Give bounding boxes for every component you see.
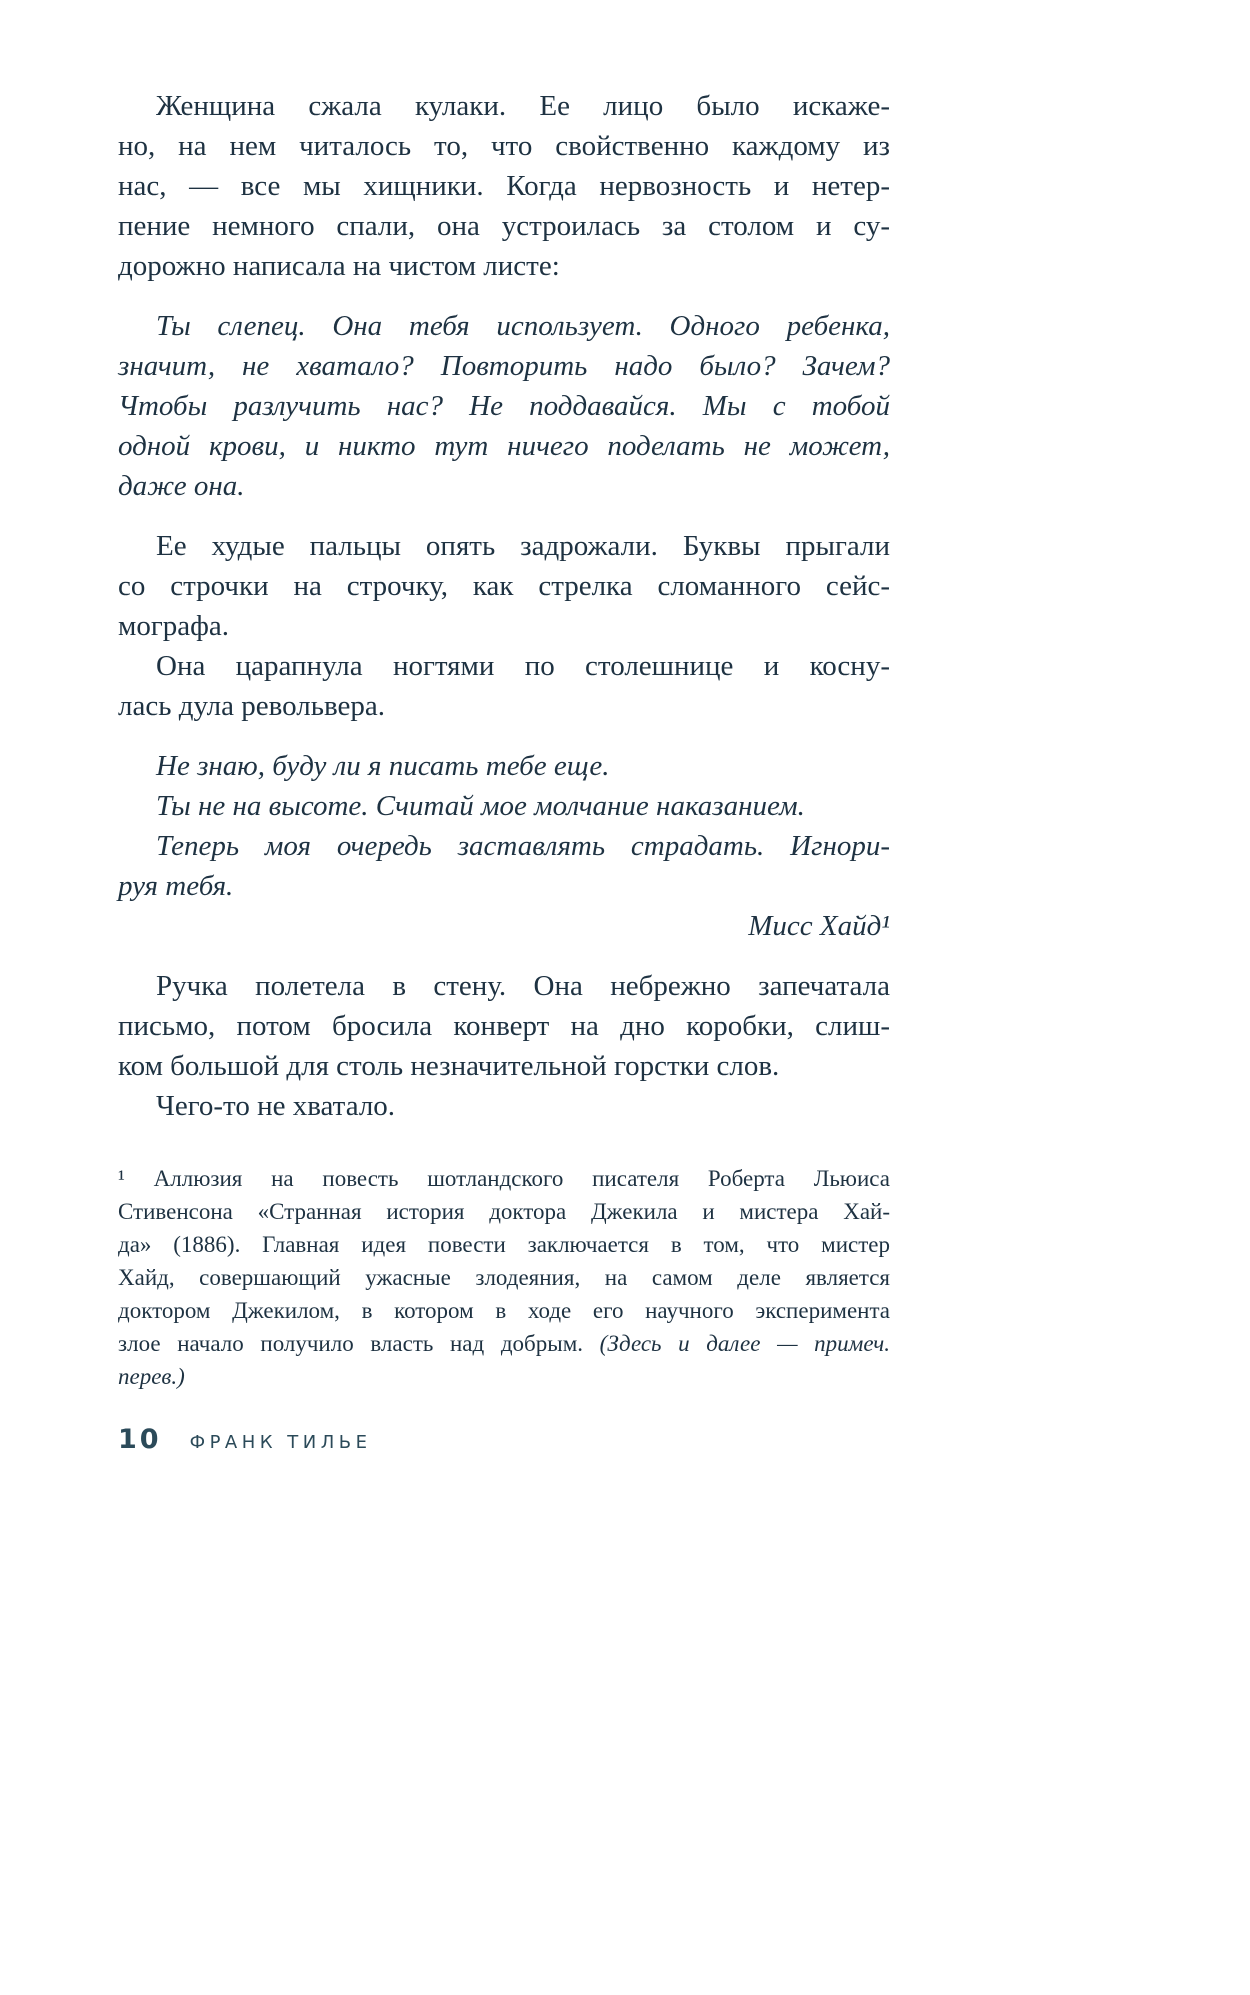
paragraph-4 — [118, 966, 890, 1086]
text-line: мографа. — [118, 610, 230, 642]
text-line — [118, 1360, 890, 1393]
running-title: ФРАНК ТИЛЬЕ — [189, 1432, 372, 1453]
text-segment: злое начало получило власть над добрым. — [118, 1331, 600, 1356]
paragraph-5 — [118, 1086, 890, 1126]
text-line: Ручка полетела в стену. Она небрежно запечатала — [156, 970, 890, 1002]
text-line: Мисс Хайд¹ — [748, 910, 890, 942]
italic-text-segment: перев.) — [118, 1364, 185, 1389]
paragraph-2 — [118, 526, 890, 646]
text-line: но, на нем читалось то, что свойственно каждому из — [118, 130, 890, 162]
letter-excerpt-1 — [118, 306, 890, 506]
text-line: одной крови, и никто тут ничего поделать не может, — [118, 430, 890, 462]
letter-signature — [118, 906, 890, 946]
text-line: пение немного спали, она устроилась за столом и су- — [118, 210, 890, 242]
text-line: Хайд, совершающий ужасные злодеяния, на самом деле является — [118, 1265, 890, 1290]
paragraph-1 — [118, 86, 890, 286]
page-number: 10 — [118, 1424, 162, 1455]
text-line: дорожно написала на чистом листе: — [118, 250, 560, 282]
text-line: Чего-то не хватало. — [156, 1090, 396, 1122]
text-line: руя тебя. — [118, 870, 234, 902]
footnote — [118, 1162, 890, 1393]
text-line: Женщина сжала кулаки. Ее лицо было искаже- — [156, 90, 890, 122]
text-line: со строчки на строчку, как стрелка сломанного сейс- — [118, 570, 890, 602]
letter-excerpt-2-paragraph-2 — [118, 786, 890, 826]
text-line: нас, — все мы хищники. Когда нервозность и нетер- — [118, 170, 890, 202]
text-line: Теперь моя очередь заставлять страдать. Игнори- — [156, 830, 890, 862]
text-line: ком большой для столь незначительной горстки слов. — [118, 1050, 780, 1082]
italic-text-segment: (Здесь и далее — примеч. — [599, 1331, 890, 1356]
text-line: Стивенсона «Странная история доктора Джекила и мистера Хай- — [118, 1199, 890, 1224]
text-line: Ее худые пальцы опять задрожали. Буквы прыгали — [156, 530, 890, 562]
letter-excerpt-2-paragraph-1 — [118, 746, 890, 786]
text-line: Ты не на высоте. Считай мое молчание наказанием. — [156, 790, 805, 822]
text-line: Ты слепец. Она тебя использует. Одного ребенка, — [156, 310, 890, 342]
letter-excerpt-2-paragraph-3 — [118, 826, 890, 906]
page-footer — [118, 1424, 372, 1455]
paragraph-3 — [118, 646, 890, 726]
text-line: значит, не хватало? Повторить надо было? Зачем? — [118, 350, 890, 382]
text-line: Не знаю, буду ли я писать тебе еще. — [156, 750, 610, 782]
text-line: письмо, потом бросила конверт на дно коробки, слиш- — [118, 1010, 890, 1042]
text-column — [118, 86, 890, 1393]
text-line: да» (1886). Главная идея повести заключается в том, что мистер — [118, 1232, 890, 1257]
text-line: даже она. — [118, 470, 245, 502]
text-line: доктором Джекилом, в котором в ходе его научного эксперимента — [118, 1298, 890, 1323]
text-line: Чтобы разлучить нас? Не поддавайся. Мы с тобой — [118, 390, 890, 422]
text-line: ¹ Аллюзия на повесть шотландского писателя Роберта Льюиса — [118, 1166, 890, 1191]
text-line: лась дула револьвера. — [118, 690, 385, 722]
text-line: Она царапнула ногтями по столешнице и косну- — [156, 650, 890, 682]
text-line — [118, 1327, 890, 1360]
